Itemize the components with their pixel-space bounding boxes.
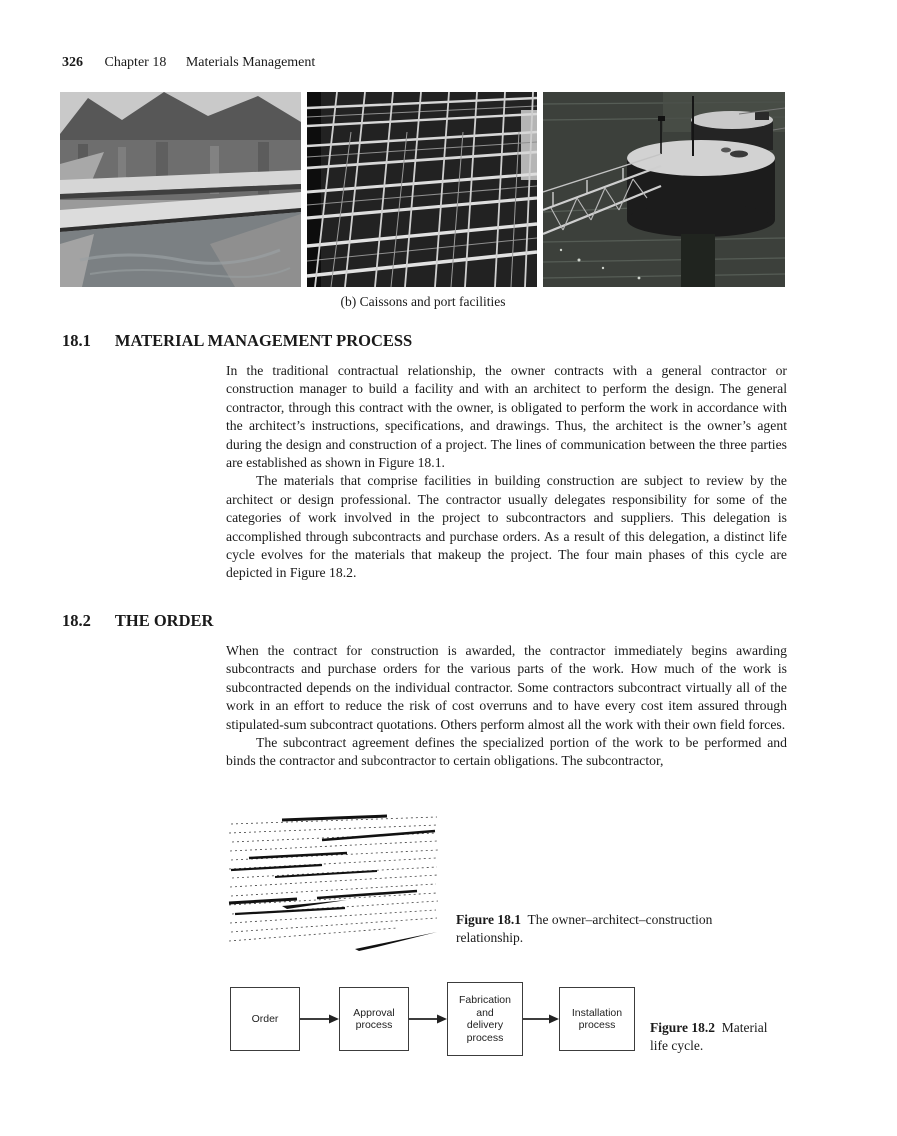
flow-box-installation: [559, 987, 635, 1051]
section-heading-18-2: [62, 611, 213, 631]
photo-steel-grid: [307, 92, 537, 287]
photo-caisson: [543, 92, 785, 287]
running-head: [62, 55, 315, 71]
bridge-photo-art: [60, 92, 301, 287]
paragraph: The materials that comprise facilities in building construction are subject to review by the architect or design professional. The contractor usually delegates responsibility for some of the categories of work involved in the project to subcontractors and suppliers. This delegation is accomplished through subcontracts and purchase orders. As a result of this delegation, a distinct life cycle evolves for the materials that makeup the project. The four main phases of this cycle are depicted in Figure 18.2.: [226, 473, 787, 581]
figure-18-2-flow-diagram: [230, 981, 635, 1057]
photo-bridge-construction: [60, 92, 301, 287]
flow-box-approval: [339, 987, 409, 1051]
photo-strip-caption: (b) Caissons and port facilities: [340, 294, 506, 309]
figure-18-2-label: Figure 18.2: [650, 1020, 715, 1035]
flow-box-order: [230, 987, 300, 1051]
page-number: 326: [62, 55, 83, 70]
chapter-label: Chapter 18: [104, 55, 167, 70]
section-title: MATERIAL MANAGEMENT PROCESS: [114, 331, 413, 350]
chapter-title: Materials Management: [185, 55, 316, 70]
arrow-right-icon: [523, 1013, 559, 1025]
paragraph: The subcontract agreement defines the specialized portion of the work to be performed and binds the contractor and subcontractor to certain obligations. The subcontractor,: [226, 735, 787, 769]
figure-18-1-caption-text: The owner–architect–construction relationship.: [456, 912, 713, 945]
flow-box-label: Installation process: [571, 1006, 623, 1031]
flow-box-label: Order: [251, 1012, 279, 1025]
photo-strip: [60, 92, 786, 287]
flow-box-label: Approval process: [353, 1006, 395, 1031]
caisson-photo-art: [543, 92, 785, 287]
section-title: THE ORDER: [114, 611, 214, 630]
paragraph: In the traditional contractual relationship, the owner contracts with a general contractor or construction manager to build a facility and with an architect to perform the design. The general contractor, through this contract with the owner, is obligated to perform the work in accordance with the architect’s instructions, specifications, and drawings. Thus, the architect is the owner’s agent during the design and construction of a project. The lines of communication between the three parties are established as shown in Figure 18.1.: [226, 363, 787, 471]
section-number: 18.1: [62, 331, 91, 350]
figure-18-1-label: Figure 18.1: [456, 912, 521, 927]
section-heading-18-1: [62, 331, 412, 351]
section-18-2-body: [226, 642, 787, 771]
section-18-1-body: [226, 362, 787, 583]
figure-18-1-caption: [456, 911, 738, 946]
flow-box-label: Fabrication and delivery process: [459, 994, 511, 1044]
figure-18-1-line-art: [227, 814, 440, 956]
paragraph: When the contract for construction is awarded, the contractor immediately begins awarding subcontracts and purchase orders for the various parts of the work. How much of the work is subcontracted depends on the individual contractor. Some contractors subcontract virtually all of the work in an effort to reduce the risk of cost overruns and to have every cost item assured through stipulated-sum subcontract quotations. Others perform almost all the work with their own field forces.: [226, 643, 787, 732]
figure-18-2-caption-text: Material life cycle.: [650, 1020, 768, 1053]
arrow-right-icon: [409, 1013, 447, 1025]
steel-grid-photo-art: [307, 92, 537, 287]
figure-18-2-caption: [650, 1019, 788, 1054]
section-number: 18.2: [62, 611, 91, 630]
arrow-right-icon: [300, 1013, 339, 1025]
flow-box-fabrication-delivery: [447, 982, 523, 1056]
